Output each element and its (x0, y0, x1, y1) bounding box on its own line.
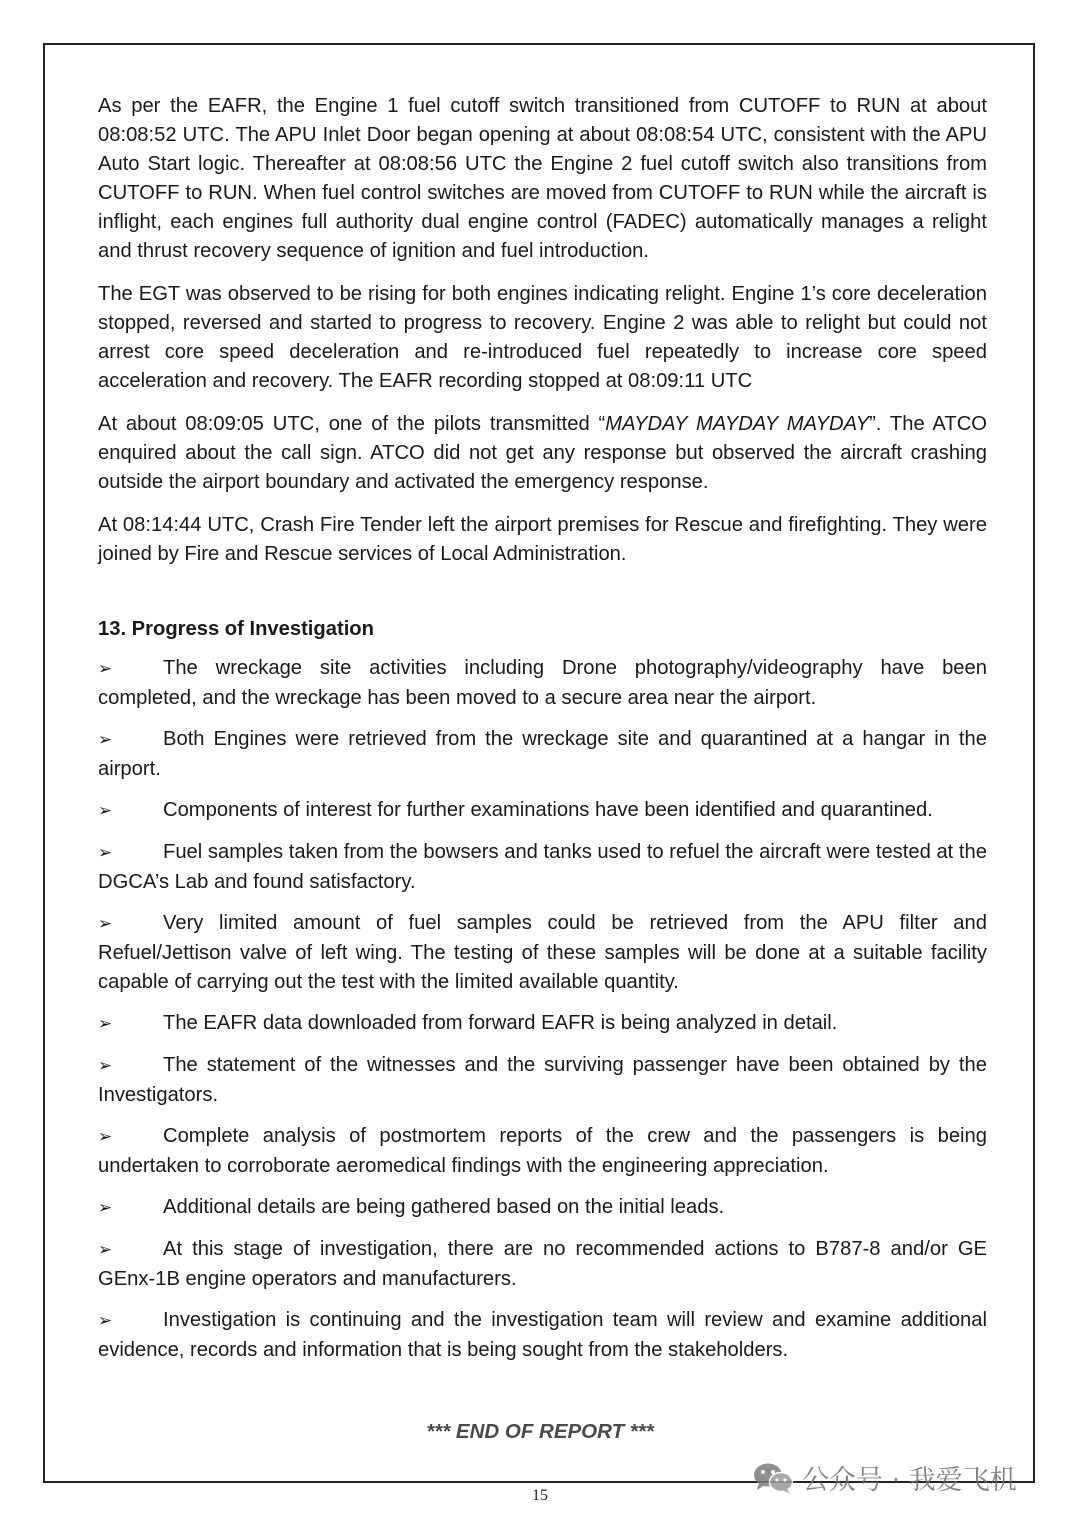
list-item-text: Investigation is continuing and the investigation team will review and examine additional evidence, records and information that is being sought from the stakeholders. (98, 1309, 987, 1361)
list-item (98, 909, 987, 997)
list-item-text: Components of interest for further examinations have been identified and quarantined. (163, 799, 933, 821)
section-heading: 13. Progress of Investigation (98, 618, 374, 640)
end-of-report: *** END OF REPORT *** (426, 1420, 654, 1443)
list-item-text: Additional details are being gathered based on the initial leads. (163, 1196, 725, 1218)
list-item-text: Very limited amount of fuel samples could be retrieved from the APU filter and Refuel/Jettison valve of left wing. The testing of these samples will be done at a suitable facility capable of carrying out the test with the limited available quantity. (98, 912, 987, 993)
list-item (98, 654, 987, 713)
investigation-progress-list (98, 654, 987, 1365)
mayday-quote: MAYDAY MAYDAY MAYDAY (605, 413, 870, 435)
page-number: 15 (532, 1487, 548, 1504)
list-item-text: Both Engines were retrieved from the wreckage site and quarantined at a hangar in the airport. (98, 728, 987, 780)
bullet-arrow-icon: ➢ (98, 730, 113, 750)
bullet-arrow-icon: ➢ (98, 1056, 113, 1076)
list-item-text: Complete analysis of postmortem reports of the crew and the passengers is being undertaken to corroborate aeromedical findings with the engineering appreciation. (98, 1125, 987, 1177)
paragraph-mayday (98, 410, 987, 497)
mayday-text-before: At about 08:09:05 UTC, one of the pilots transmitted “ (98, 413, 606, 435)
paragraph-rescue: At 08:14:44 UTC, Crash Fire Tender left the airport premises for Rescue and firefighting. They were joined by Fire and Rescue services of Local Administration. (98, 514, 987, 565)
list-item-text: Fuel samples taken from the bowsers and tanks used to refuel the aircraft were tested at the DGCA’s Lab and found satisfactory. (98, 841, 987, 893)
list-item (98, 1306, 987, 1365)
bullet-arrow-icon: ➢ (98, 1311, 113, 1331)
bullet-arrow-icon: ➢ (98, 1198, 113, 1218)
watermark (752, 1458, 1017, 1497)
list-item (98, 1235, 987, 1294)
list-item (98, 725, 987, 784)
list-item (98, 838, 987, 897)
list-item (98, 1193, 987, 1223)
report-body (98, 92, 987, 1377)
bullet-arrow-icon: ➢ (98, 914, 113, 934)
list-item (98, 1009, 987, 1039)
watermark-text: 公众号 · 我爱飞机 (802, 1465, 1017, 1496)
list-item-text: The wreckage site activities including Drone photography/videography have been completed, and the wreckage has been moved to a secure area near the airport. (98, 657, 987, 709)
paragraph-fuel-switch: As per the EAFR, the Engine 1 fuel cutoff switch transitioned from CUTOFF to RUN at about 08:08:52 UTC. The APU Inlet Door began opening at about 08:08:54 UTC, consistent with the APU Auto Start logic. Thereafter at 08:08:56 UTC the Engine 2 fuel cutoff switch also transitions from CUTOFF to RUN. When fuel control switches are moved from CUTOFF to RUN while the aircraft is inflight, each engines full authority dual engine control (FADEC) automatically manages a relight and thrust recovery sequence of ignition and fuel introduction. (98, 95, 987, 262)
list-item (98, 1051, 987, 1110)
list-item (98, 796, 987, 826)
mayday-text-after: ”. The ATCO enquired about the call sign. ATCO did not get any response but observed the aircraft crashing outside the airport boundary and activated the emergency response. (98, 413, 987, 493)
list-item (98, 1122, 987, 1181)
list-item-text: The statement of the witnesses and the surviving passenger have been obtained by the Investigators. (98, 1054, 987, 1106)
list-item-text: At this stage of investigation, there are no recommended actions to B787-8 and/or GE GEnx-1B engine operators and manufacturers. (98, 1238, 987, 1290)
bullet-arrow-icon: ➢ (98, 843, 113, 863)
paragraph-egt-relight: The EGT was observed to be rising for both engines indicating relight. Engine 1’s core deceleration stopped, reversed and started to progress to recovery. Engine 2 was able to relight but could not arrest core speed deceleration and re-introduced fuel repeatedly to increase core speed acceleration and recovery. The EAFR recording stopped at 08:09:11 UTC (98, 283, 987, 392)
wechat-icon (752, 1461, 794, 1495)
bullet-arrow-icon: ➢ (98, 1014, 113, 1034)
bullet-arrow-icon: ➢ (98, 1240, 113, 1260)
bullet-arrow-icon: ➢ (98, 1127, 113, 1147)
bullet-arrow-icon: ➢ (98, 659, 113, 679)
list-item-text: The EAFR data downloaded from forward EAFR is being analyzed in detail. (163, 1012, 838, 1034)
bullet-arrow-icon: ➢ (98, 801, 113, 821)
